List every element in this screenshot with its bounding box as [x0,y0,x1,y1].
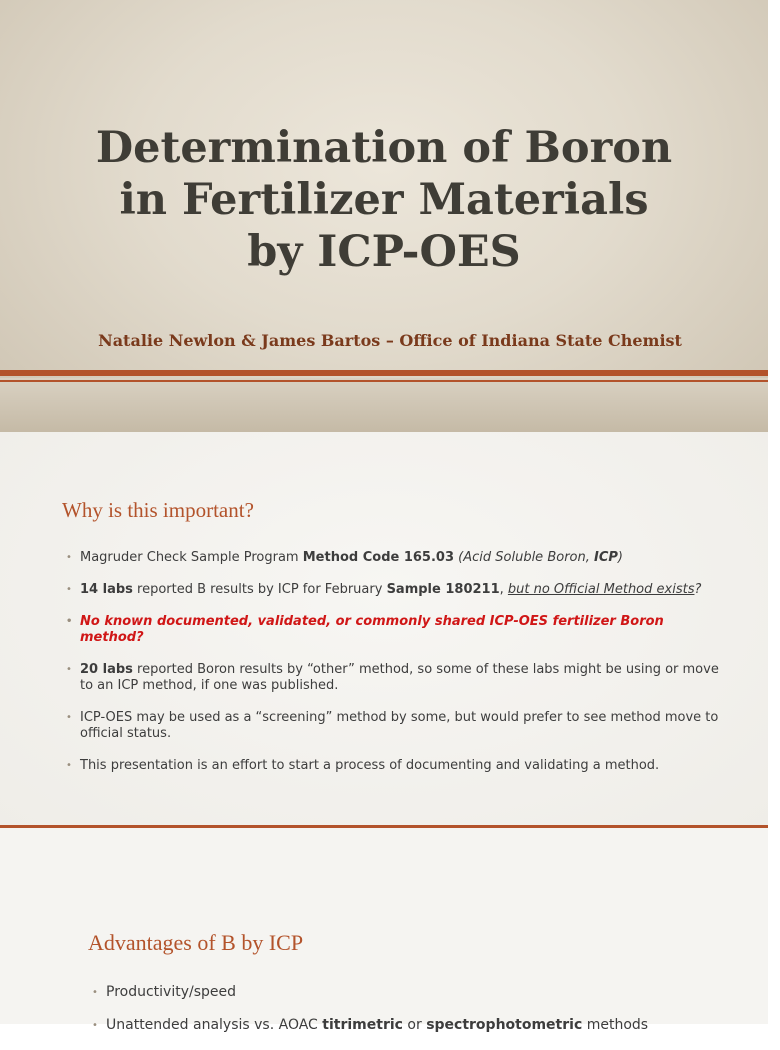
slide-heading: Advantages of B by ICP [88,930,304,955]
bullet-list [66,550,726,790]
bullet-text-bold-italic: ICP [594,550,618,565]
bullet-text-italic: ? [694,582,702,597]
bullet-icon: • [66,616,73,627]
presentation-authors: Natalie Newlon & James Bartos – Office of Indiana State Chemist [98,331,682,350]
title-line-2: in Fertilizer Materials [119,175,649,225]
bullet-text: or [402,1017,427,1033]
bullet-text: ICP-OES may be used as a “screening” method by some, but would prefer to see method move to official status. [80,710,719,741]
bullet-text-bold: Method Code 165.03 [302,550,455,565]
list-item [66,614,726,646]
list-item [66,758,726,774]
bullet-text: Productivity/speed [106,984,237,1000]
slide-heading: Why is this important? [62,498,254,522]
title-slide [0,0,768,432]
bullet-text: This presentation is an effort to start a process of documenting and validating a method. [80,758,660,773]
bullet-text: Unattended analysis vs. AOAC [106,1017,323,1033]
bullet-text: reported Boron results by “other” method, so some of these labs might be using or move to an ICP method, if one was published. [80,662,719,693]
bullet-text-bold: 20 labs [80,662,133,677]
bullet-text-bold: 14 labs [80,582,133,597]
bullet-icon: • [66,760,72,771]
bullet-text: Magruder Check Sample Program [80,550,303,565]
divider-thin [0,380,768,382]
bullet-text: , [499,582,508,597]
bullet-icon: • [66,584,72,595]
bullet-list [92,984,732,1050]
bullet-icon: • [92,1020,98,1031]
presentation-title [0,122,768,278]
bullet-text: methods [582,1017,649,1033]
title-line-3: by ICP-OES [247,227,521,277]
list-item [92,984,732,1001]
list-item [66,710,726,742]
list-item [92,1017,732,1034]
bullet-icon: • [66,664,72,675]
bullet-text: reported B results by ICP for February [132,582,387,597]
bullet-text-bold: spectrophotometric [426,1017,583,1033]
bullet-icon: • [66,712,72,723]
divider-thick [0,370,768,376]
list-item [66,662,726,694]
bullet-text-bold: Sample 180211 [386,582,500,597]
title-line-1: Determination of Boron [95,123,673,173]
bullet-text-alert: No known documented, validated, or commonly shared ICP-OES fertilizer Boron method? [80,614,664,645]
advantages-slide [0,828,768,1033]
title-slide-footer-band [0,378,768,432]
bullet-text-bold: titrimetric [322,1017,403,1033]
list-item [66,550,726,566]
list-item [66,582,726,598]
bullet-icon: • [92,987,98,998]
bullet-text-underlined: but no Official Method exists [507,582,695,597]
bullet-icon: • [66,552,72,563]
bullet-text-italic: ) [617,550,623,565]
bullet-text-italic: (Acid Soluble Boron, [458,550,594,565]
why-important-slide [0,432,768,828]
